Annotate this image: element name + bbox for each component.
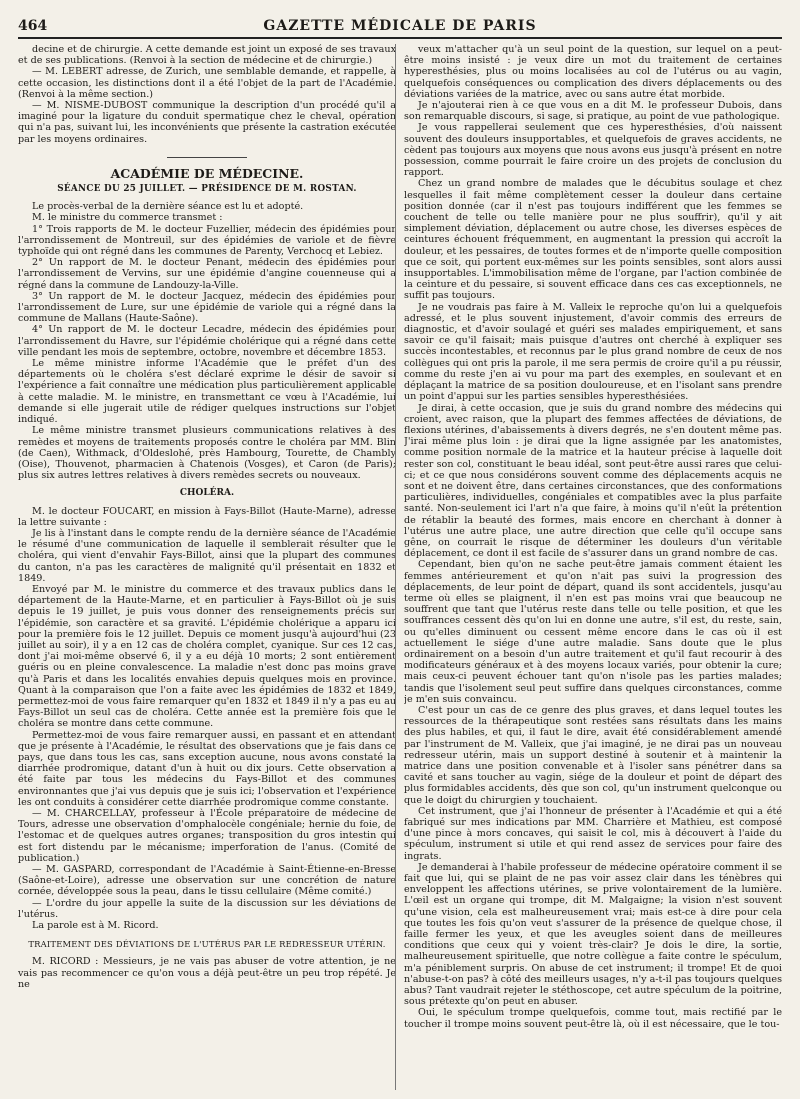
paragraph: Oui, le spéculum trompe quelquefois, comme tout, mais rectifié par le toucher il trompe moins souvent peut-être là, où il est nécessaire, que le tou- [404,1007,782,1030]
section-separator [167,157,247,158]
paragraph: La parole est à M. Ricord. [32,920,159,932]
paragraph: Envoyé par M. le ministre du commerce et des travaux publics dans le département de la Haute-Marne, et en particulier à Fays-Billot où je suis depuis le 19 juillet, je puis vous donner des renseignements précis sur l'épidémie, son caractère et sa gravité. L'épidémie cholérique a apparu ici pour la première fois le 12 juillet. Depuis ce moment jusqu'à aujourd'hui (23 juillet au soir), il y a en 12 cas de choléra complet, cyanique. Sur ces 12 cas, dont j'ai moi-même observé 6, il y a eu déjà 10 morts; 2 sont entièrement guéris ou en pleine convalescence. La maladie n'est donc pas moins grave qu'à Paris et dans les localités envahies depuis quelques mois en province. Quant à la comparaison que l'on a faite avec les épidémies de 1832 et 1849, permettez-moi de vous faire remarquer qu'en 1832 et 1849 il n'y a pas eu au Fays-Billot un seul cas de choléra. Cette année est la première fois que le choléra se montre dans cette commune. [18,583,396,730]
paragraph: — L'ordre du jour appelle la suite de la discussion sur les déviations de l'utérus. [18,897,396,920]
right-column [404,44,782,1090]
paragraph: M. RICORD : Messieurs, je ne vais pas abuser de votre attention, je ne vais pas recommencer ce qu'on vous a déjà peut-être un peu trop répété. Je ne [18,956,396,990]
paragraph: M. le ministre du commerce transmet : [32,212,223,224]
paragraph: Je demanderai à l'habile professeur de médecine opératoire comment il se fait que lui, qui se plaint de ne pas voir assez clair dans les ténèbres qui enveloppent les affections utérines, se prive volontairement de la lumière. L'œil est un organe qui trompe, dit M. Malgaigne; la vision n'est souvent qu'une vision, cela est malheureusement vrai; mais est-ce à dire pour cela que toutes les fois qu'on veut s'assurer de la présence de quelque chose, il faille fermer les yeux, et que les aveugles soient dans de meilleures conditions que ceux qui y voient très-clair? Je dois le dire, la sortie, malheureusement spirituelle, que notre collègue a faite contre le spéculum, m'a péniblement surpris. On abuse de cet instrument; il trompe! Et de quoi n'abuse-t-on pas? à côté des meilleurs usages, n'y a-t-il pas toujours quelques abus? Tant vaudrait rejeter le stéthoscope, cet autre spéculum de la poitrine, sous prétexte qu'on peut en abuser. [404,861,782,1008]
paragraph: 3° Un rapport de M. le docteur Jacquez, médecin des épidémies pour l'arrondissement de Lure, sur une épidémie de variole qui a régné dans la commune de Mallans (Haute-Saône). [18,290,396,325]
paragraph: Le même ministre informe l'Académie que le préfet d'un des départements où le choléra s'est déclaré exprime le désir de savoir si l'expérience a fait connaître une médication plus particulièrement applicable à cette maladie. M. le ministre, en transmettant ce vœu à l'Académie, lui demande si elle jugerait utile de rédiger quelques instructions sur l'objet indiqué. [18,358,396,426]
section-heading: ACADÉMIE DE MÉDECINE. [110,165,304,181]
paragraph: decine et de chirurgie. A cette demande est joint un exposé de ses travaux et de ses publications. (Renvoi à la section de médecine et de chirurgie.) [18,44,396,67]
header-rule [18,37,782,39]
section-heading: SÉANCE DU 25 JUILLET. — PRÉSIDENCE DE M. ROSTAN. [57,184,357,195]
paragraph: — M. LEBERT adresse, de Zurich, une semblable demande, et rappelle, à cette occasion, les distinctions dont il a été l'objet de la part de l'Académie. (Renvoi à la même section.) [18,66,396,100]
paragraph: Permettez-moi de vous faire remarquer aussi, en passant et en attendant que je présente à l'Académie, le résultat des observations que je fais dans ce pays, que dans tous les cas, sans exception aucune, nous avons constaté la diarrhée prodromique, datant d'un à huit ou dix jours. Cette observation a été faite par tous les médecins du Fays-Billot et des communes environnantes que j'ai vus depuis que je suis ici; l'observation et l'expérience les ont conduits à considérer cette diarrhée prodromique comme constante. [18,729,396,808]
paragraph: Je ne voudrais pas faire à M. Valleix le reproche qu'on lui a quelquefois adressé, et le plus souvent injustement, d'avoir commis des erreurs de diagnostic, et d'avoir soulagé et guéri ses malades empiriquement, et sans savoir ce qu'il faisait; mais puisque d'autres ont cherché à expliquer ses succès incontestables, et reconnus par le plus grand nombre de ceux de nos collègues qui ont pris la parole, il me sera permis de croire qu'il a pu réussir, comme du reste j'en ai vu pour ma part des exemples, en soulevant et en déplaçant la matrice de sa position douloureuse, et en l'isolant sans prendre un point d'appui sur les parties sensibles hyperesthésiées. [404,301,782,403]
paragraph: Cependant, bien qu'on ne sache peut-être jamais comment étaient les femmes antérieurement et qu'on n'ait pas suivi la progression des déplacements, de leur point de départ, quand ils sont accidentels, jusqu'au terme où elles se plaignent, il n'en est pas moins vrai que beaucoup ne souffrent que tant que l'utérus reste dans telle ou telle position, et que les souffrances cessent dès qu'on lui en donne une autre, s'il est, du reste, sain, ou qu'elles diminuent ou cessent même encore dans le cas où il est actuellement le siége d'une autre maladie. Sans doute que le plus ordinairement on a besoin d'un autre traitement et qu'il faut recourir à des modificateurs généraux et à des moyens locaux variés, pour obtenir la cure; mais ceux-ci peuvent échouer tant qu'on n'isole pas les parties malades; tandis que l'isolement seul peut suffire dans quelques circonstances, comme je m'en suis convaincu. [404,559,782,705]
paragraph: 4° Un rapport de M. le docteur Lecadre, médecin des épidémies pour l'arrondissement du Havre, sur l'épidémie cholérique qui a régné dans cette ville pendant les mois de septembre, octobre, novembre et décembre 1853. [18,324,396,358]
paragraph: Je dirai, à cette occasion, que je suis du grand nombre des médecins qui croient, avec raison, que la plupart des femmes affectées de déviations, de flexions utérines, d'abaissements à divers degrés, ne s'en doutent même pas. J'irai même plus loin : je dirai que la ligne assignée par les anatomistes, comme position normale de la matrice et la hauteur précise à laquelle doit rester son col, constituant le beau idéal, sont peut-être aussi rares que celui-ci; et ce que nous considérons souvent comme des déplacements acquis ne sont et ne doivent être, dans certaines circonstances, que des conformations particulières, individuelles, congéniales et compatibles avec la plus parfaite santé. Non-seulement ici l'art n'a que faire, à moins qu'il n'eût la prétention de rétablir la beauté des formes, mais encore en cherchant à donner à l'utérus une autre place, une autre direction que celle qu'il occupe sans gêne, on courrait le risque de déterminer les douleurs d'un véritable déplacement, ce dont il est facile de s'assurer dans un grand nombre de cas. [404,402,782,560]
page-header [18,12,782,40]
paragraph: veux m'attacher qu'à un seul point de la question, sur lequel on a peut-être moins insisté : je veux dire un mot du traitement de certaines hyperesthésies, plus ou moins localisées au col de l'utérus ou au vagin, quelquefois conséquences ou complication des divers déplacements ou des déviations variées de la matrice, avec ou sans autre état morbide. [404,44,782,100]
paragraph: — M. GASPARD, correspondant de l'Académie à Saint-Étienne-en-Bresse (Saône-et-Loire), adresse une observation sur une concrétion de nature cornée, développée sous la peau, dans le tissu cellulaire (Même comité.) [18,864,396,898]
column-divider [395,44,396,1090]
running-title: GAZETTE MÉDICALE DE PARIS [263,18,537,34]
paragraph: Je lis à l'instant dans le compte rendu de la dernière séance de l'Académie le résumé d'une communication de laquelle il semblerait résulter que le choléra, qui vient d'envahir Fays-Billot, ainsi que la plupart des communes du canton, n'a pas les caractères de malignité qu'il présentait en 1832 et 1849. [18,527,396,584]
paragraph: — M. CHARCELLAY, professeur à l'École préparatoire de médecine de Tours, adresse une observation d'omphalocèle congéniale; hernie du foie, de l'estomac et de quelques autres organes; transposition du gros intestin qui est fort distendu par le mécanisme; imperforation de l'anus. (Comité de publication.) [18,808,396,864]
paragraph: Le même ministre transmet plusieurs communications relatives à des remèdes et moyens de traitements proposés contre le choléra par MM. Blin (de Caen), Withmack, d'Oldeslohé, près Hambourg, Tourette, de Chambly (Oise), Thouvenot, pharmacien à Chatenois (Vosges), et Caron (de Paris); plus six autres lettres relatives à divers remèdes secrets ou nouveaux. [18,425,396,482]
left-column [18,44,396,1090]
paragraph: Je vous rappellerai seulement que ces hyperesthésies, d'où naissent souvent des douleurs insupportables, et quelquefois de graves accidents, ne cèdent pas toujours aux moyens que nous avons eus jusqu'à présent en notre possession, comme pourrait le faire croire un des projets de conclusion du rapport. [404,122,782,179]
paragraph: Le procès-verbal de la dernière séance est lu et adopté. [32,201,304,213]
section-heading: CHOLÉRA. [179,488,235,499]
paragraph: Chez un grand nombre de malades que le décubitus soulage et chez lesquelles il fait même complètement cesser la douleur dans certaine position donnée (car il n'est pas toujours indifférent que les femmes se couchent de telle ou telle manière pour ne plus souffrir), qu'il y ait simplement déviation, déplacement ou autre chose, les diverses espèces de ceintures échouent fréquemment, en augmentant la pression qui accroît la douleur, et les pessaires, de toutes formes et de n'importe quelle composition que ce soit, qui portent eux-mêmes sur les points sensibles, sont alors aussi insupportables. L'immobilisation même de l'organe, par l'action combinée de la ceinture et du pessaire, si souvent efficace dans ces cas exceptionnels, ne suffit pas toujours. [404,178,782,302]
paragraph: 1° Trois rapports de M. le docteur Fuzellier, médecin des épidémies pour l'arrondissement de Montreuil, sur des épidémies de variole et de fièvre typhoïde qui ont régné dans les communes de Parenty, Verchocq et Lebiez. [18,223,396,258]
paragraph: M. le docteur FOUCART, en mission à Fays-Billot (Haute-Marne), adresse la lettre suivante : [18,505,396,528]
paragraph: Cet instrument, que j'ai l'honneur de présenter à l'Académie et qui a été fabriqué sur mes indications par MM. Charrière et Mathieu, est composé d'une pince à mors concaves, qui saisit le col, mis à découvert à l'aide du spéculum, instrument si utile et qui rend assez de services pour faire des ingrats. [404,805,782,862]
page-number: 464 [18,18,48,34]
paragraph: 2° Un rapport de M. le docteur Penant, médecin des épidémies pour l'arrondissement de Vervins, sur une épidémie d'angine couenneuse qui a régné dans la commune de Landouzy-la-Ville. [18,257,396,291]
paragraph: C'est pour un cas de ce genre des plus graves, et dans lequel toutes les ressources de la thérapeutique sont restées sans résultats dans les mains des plus habiles, et qui, il faut le dire, avait été considérablement amendé par l'instrument de M. Valleix, que j'ai imaginé, je ne dirai pas un nouveau redresseur utérin, mais un support destiné à soutenir et à maintenir la matrice dans une position convenable et à l'isoler sans pénétrer dans sa cavité et sans toucher au vagin, siége de la douleur et point de départ des plus formidables accidents, dès que son col, qu'un instrument quelconque ou que le doigt du chirurgien y touchaient. [404,704,782,806]
paragraph: — M. NISME-DUBOST communique la description d'un procédé qu'il a imaginé pour la ligature du conduit spermatique chez le cheval, opération qui n'a pas, suivant lui, les inconvénients que présente la castration exécutée par les moyens ordinaires. [18,100,396,145]
paragraph: Je n'ajouterai rien à ce que vous en a dit M. le professeur Dubois, dans son remarquable discours, si sage, si pratique, au point de vue pathologique. [404,100,782,123]
section-heading: TRAITEMENT DES DÉVIATIONS DE L'UTÉRUS PAR LE REDRESSEUR UTÉRIN. [28,939,386,950]
